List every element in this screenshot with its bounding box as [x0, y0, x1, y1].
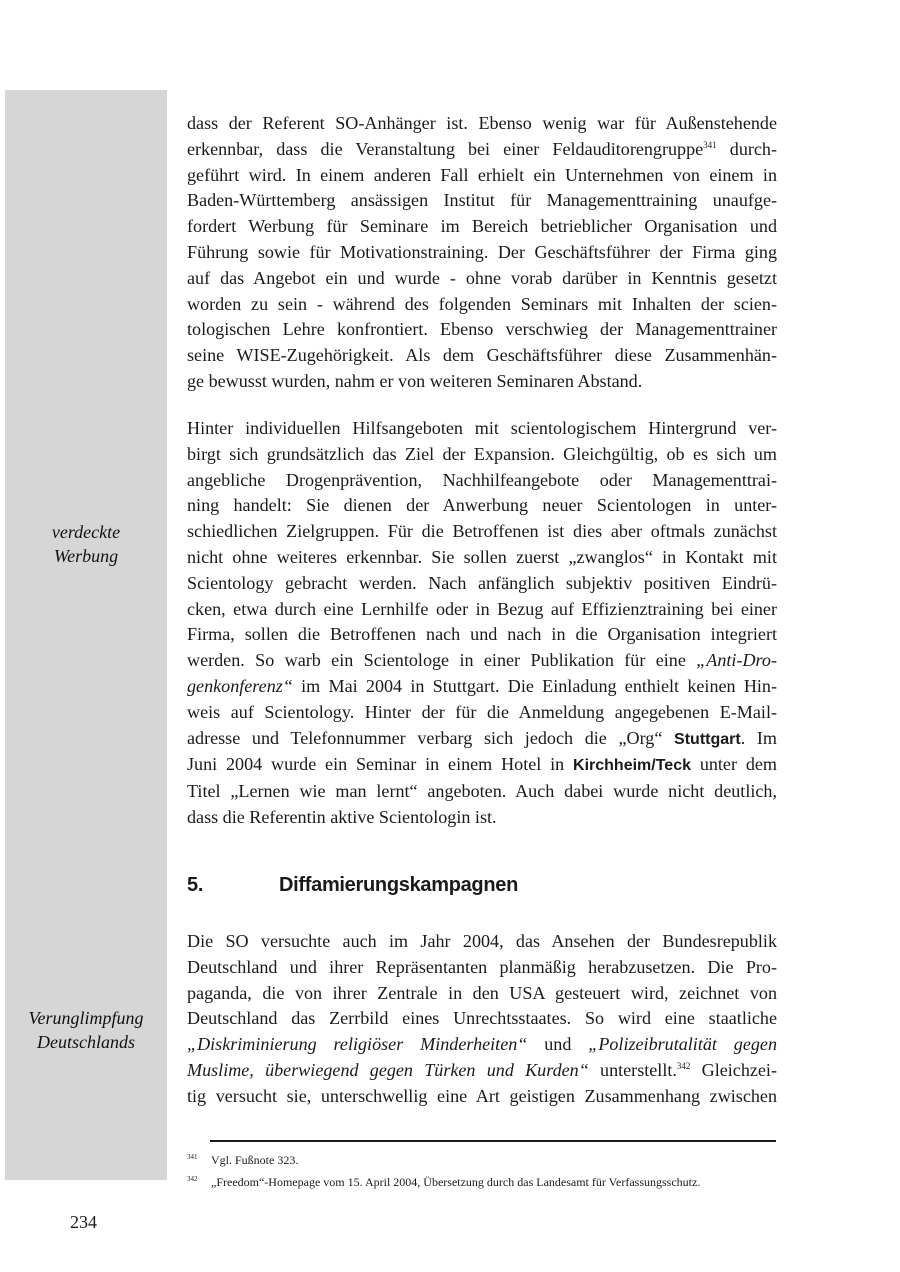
text-fragment: . Im: [740, 727, 777, 748]
text-line: cken, etwa durch eine Lernhilfe oder in Bezug auf Effizienztraining bei einer: [187, 598, 777, 619]
text-line: [187, 1032, 777, 1058]
text-fragment: unter dem: [690, 754, 777, 775]
text-line: ge bewusst wurden, nahm er von weiteren Seminaren Abstand.: [187, 370, 643, 391]
text-line: birgt sich grundsätzlich das Ziel der Expansion. Gleichgültig, ob es sich um: [187, 443, 777, 464]
place-name-bold: Stuttgart: [674, 730, 741, 748]
text-line: paganda, die von ihrer Zentrale in den USA gesteuert wird, zeichnet von: [187, 982, 777, 1003]
text-line: auf das Angebot ein und wurde - ohne vorab darüber in Kenntnis gesetzt: [187, 267, 777, 288]
text-line: Deutschland und ihrer Repräsentanten planmäßig herabzusetzen. Die Pro-: [187, 956, 777, 977]
text-line: [187, 137, 777, 163]
page-number: 234: [70, 1212, 97, 1232]
italic-quote: genkonferenz“: [187, 675, 293, 696]
footnote-mark: 342: [187, 1175, 198, 1183]
text-line: ning handelt: Sie dienen der Anwerbung neuer Scientologen in unter-: [187, 495, 777, 516]
footnote-342: [187, 1170, 777, 1192]
margin-note-line: Werbung: [53, 546, 119, 566]
margin-note-covert-advertising: [5, 520, 167, 568]
text-fragment: werden. So warb ein Scientologe in einer Publikation für eine: [187, 650, 697, 671]
text-fragment: im Mai 2004 in Stuttgart. Die Einladung enthielt keinen Hin-: [292, 675, 777, 696]
text-fragment: Gleichzei-: [690, 1059, 777, 1080]
paragraph-1: [187, 111, 777, 395]
text-line: Führung sowie für Motivationstraining. Der Geschäftsführer der Firma ging: [187, 241, 777, 262]
text-line: Die SO versuchte auch im Jahr 2004, das Ansehen der Bundesrepublik: [187, 931, 777, 951]
footnote-341: [187, 1148, 777, 1170]
text-line: Baden-Württemberg ansässigen Institut für Managementtraining unaufge-: [187, 190, 777, 211]
text-line: worden zu sein - während des folgenden Seminars mit Inhalten der scien-: [187, 293, 777, 314]
text-line: Hinter individuellen Hilfsangeboten mit scientologischem Hintergrund ver-: [187, 418, 777, 438]
text-line: Deutschland das Zerrbild eines Unrechtsstaates. So wird eine staatliche: [187, 1008, 777, 1029]
margin-note-defamation-germany: [5, 1006, 167, 1054]
footnote-text: „Freedom“-Homepage vom 15. April 2004, Übersetzung durch das Landesamt für Verfassungsschutz.: [211, 1175, 701, 1189]
text-line: nicht ohne weiteres erkennbar. Sie sollen zuerst „zwanglos“ in Kontakt mit: [187, 546, 777, 567]
place-name-bold: Kirchheim/Teck: [573, 757, 691, 775]
paragraph-3: [187, 929, 777, 1110]
text-line: [187, 674, 777, 700]
text-line: geführt wird. In einem anderen Fall erhielt ein Unternehmen von einem in: [187, 164, 777, 185]
text-line: Scientology gebracht werden. Nach anfänglich subjektiv positiven Eindrü-: [187, 572, 777, 593]
text-fragment: durch-: [716, 138, 777, 159]
section-heading: [187, 874, 518, 897]
footnote-reference: 341: [703, 139, 717, 150]
text-line: [187, 648, 777, 674]
footnote-divider: [210, 1140, 776, 1142]
italic-quote: „Polizeibrutalität gegen: [588, 1034, 778, 1055]
text-line: Firma, sollen die Betroffenen nach und nach in die Organisation integriert: [187, 624, 777, 645]
footnote-reference: 342: [676, 1060, 691, 1071]
text-fragment: unterstellt.: [588, 1059, 677, 1080]
text-line: angebliche Drogenprävention, Nachhilfeangebote oder Managementtrai-: [187, 469, 777, 490]
text-line: fordert Werbung für Seminare im Bereich betrieblicher Organisation und: [187, 216, 777, 237]
text-line: schiedlichen Zielgruppen. Für die Betroffenen ist dies aber oftmals zunächst: [187, 521, 777, 542]
text-line: [187, 1058, 777, 1084]
text-line: tologischen Lehre konfrontiert. Ebenso verschwieg der Managementtrainer: [187, 319, 777, 340]
text-line: [187, 752, 777, 779]
text-line: Titel „Lernen wie man lernt“ angeboten. Auch dabei wurde nicht deutlich,: [187, 781, 777, 802]
text-fragment: Juni 2004 wurde ein Seminar in einem Hotel in: [187, 754, 574, 775]
section-title: Diffamierungskampagnen: [279, 874, 519, 896]
text-fragment: adresse und Telefonnummer verbarg sich jedoch die „Org“: [187, 727, 663, 748]
text-line: seine WISE-Zugehörigkeit. Als dem Geschäftsführer diese Zusammenhän-: [187, 345, 777, 366]
section-number: 5.: [187, 874, 204, 896]
italic-quote: „Anti-Dro-: [696, 650, 777, 671]
text-fragment: erkennbar, dass die Veranstaltung bei einer Feldauditorengruppe: [187, 138, 704, 159]
text-line: [187, 726, 777, 753]
margin-note-line: verdeckte: [51, 522, 121, 542]
footnote-mark: 341: [187, 1153, 198, 1161]
text-line: weis auf Scientology. Hinter der für die Anmeldung angegebenen E-Mail-: [187, 701, 777, 722]
footnotes: [187, 1148, 777, 1192]
italic-quote: Muslime, überwiegend gegen Türken und Kurden“: [187, 1059, 589, 1080]
margin-note-line: Deutschlands: [37, 1032, 135, 1052]
text-line: tig versucht sie, unterschwellig eine Art geistigen Zusammenhang zwischen: [187, 1085, 777, 1106]
text-line: dass der Referent SO-Anhänger ist. Ebenso wenig war für Außenstehende: [187, 113, 777, 133]
margin-note-line: Verunglimpfung: [28, 1008, 144, 1028]
italic-quote: „Diskriminierung religiöser Minderheiten“: [187, 1034, 528, 1055]
text-line: dass die Referentin aktive Scientologin ist.: [187, 806, 497, 827]
text-fragment: und: [527, 1034, 589, 1055]
footnote-text: Vgl. Fußnote 323.: [211, 1153, 299, 1167]
paragraph-2: [187, 416, 777, 831]
